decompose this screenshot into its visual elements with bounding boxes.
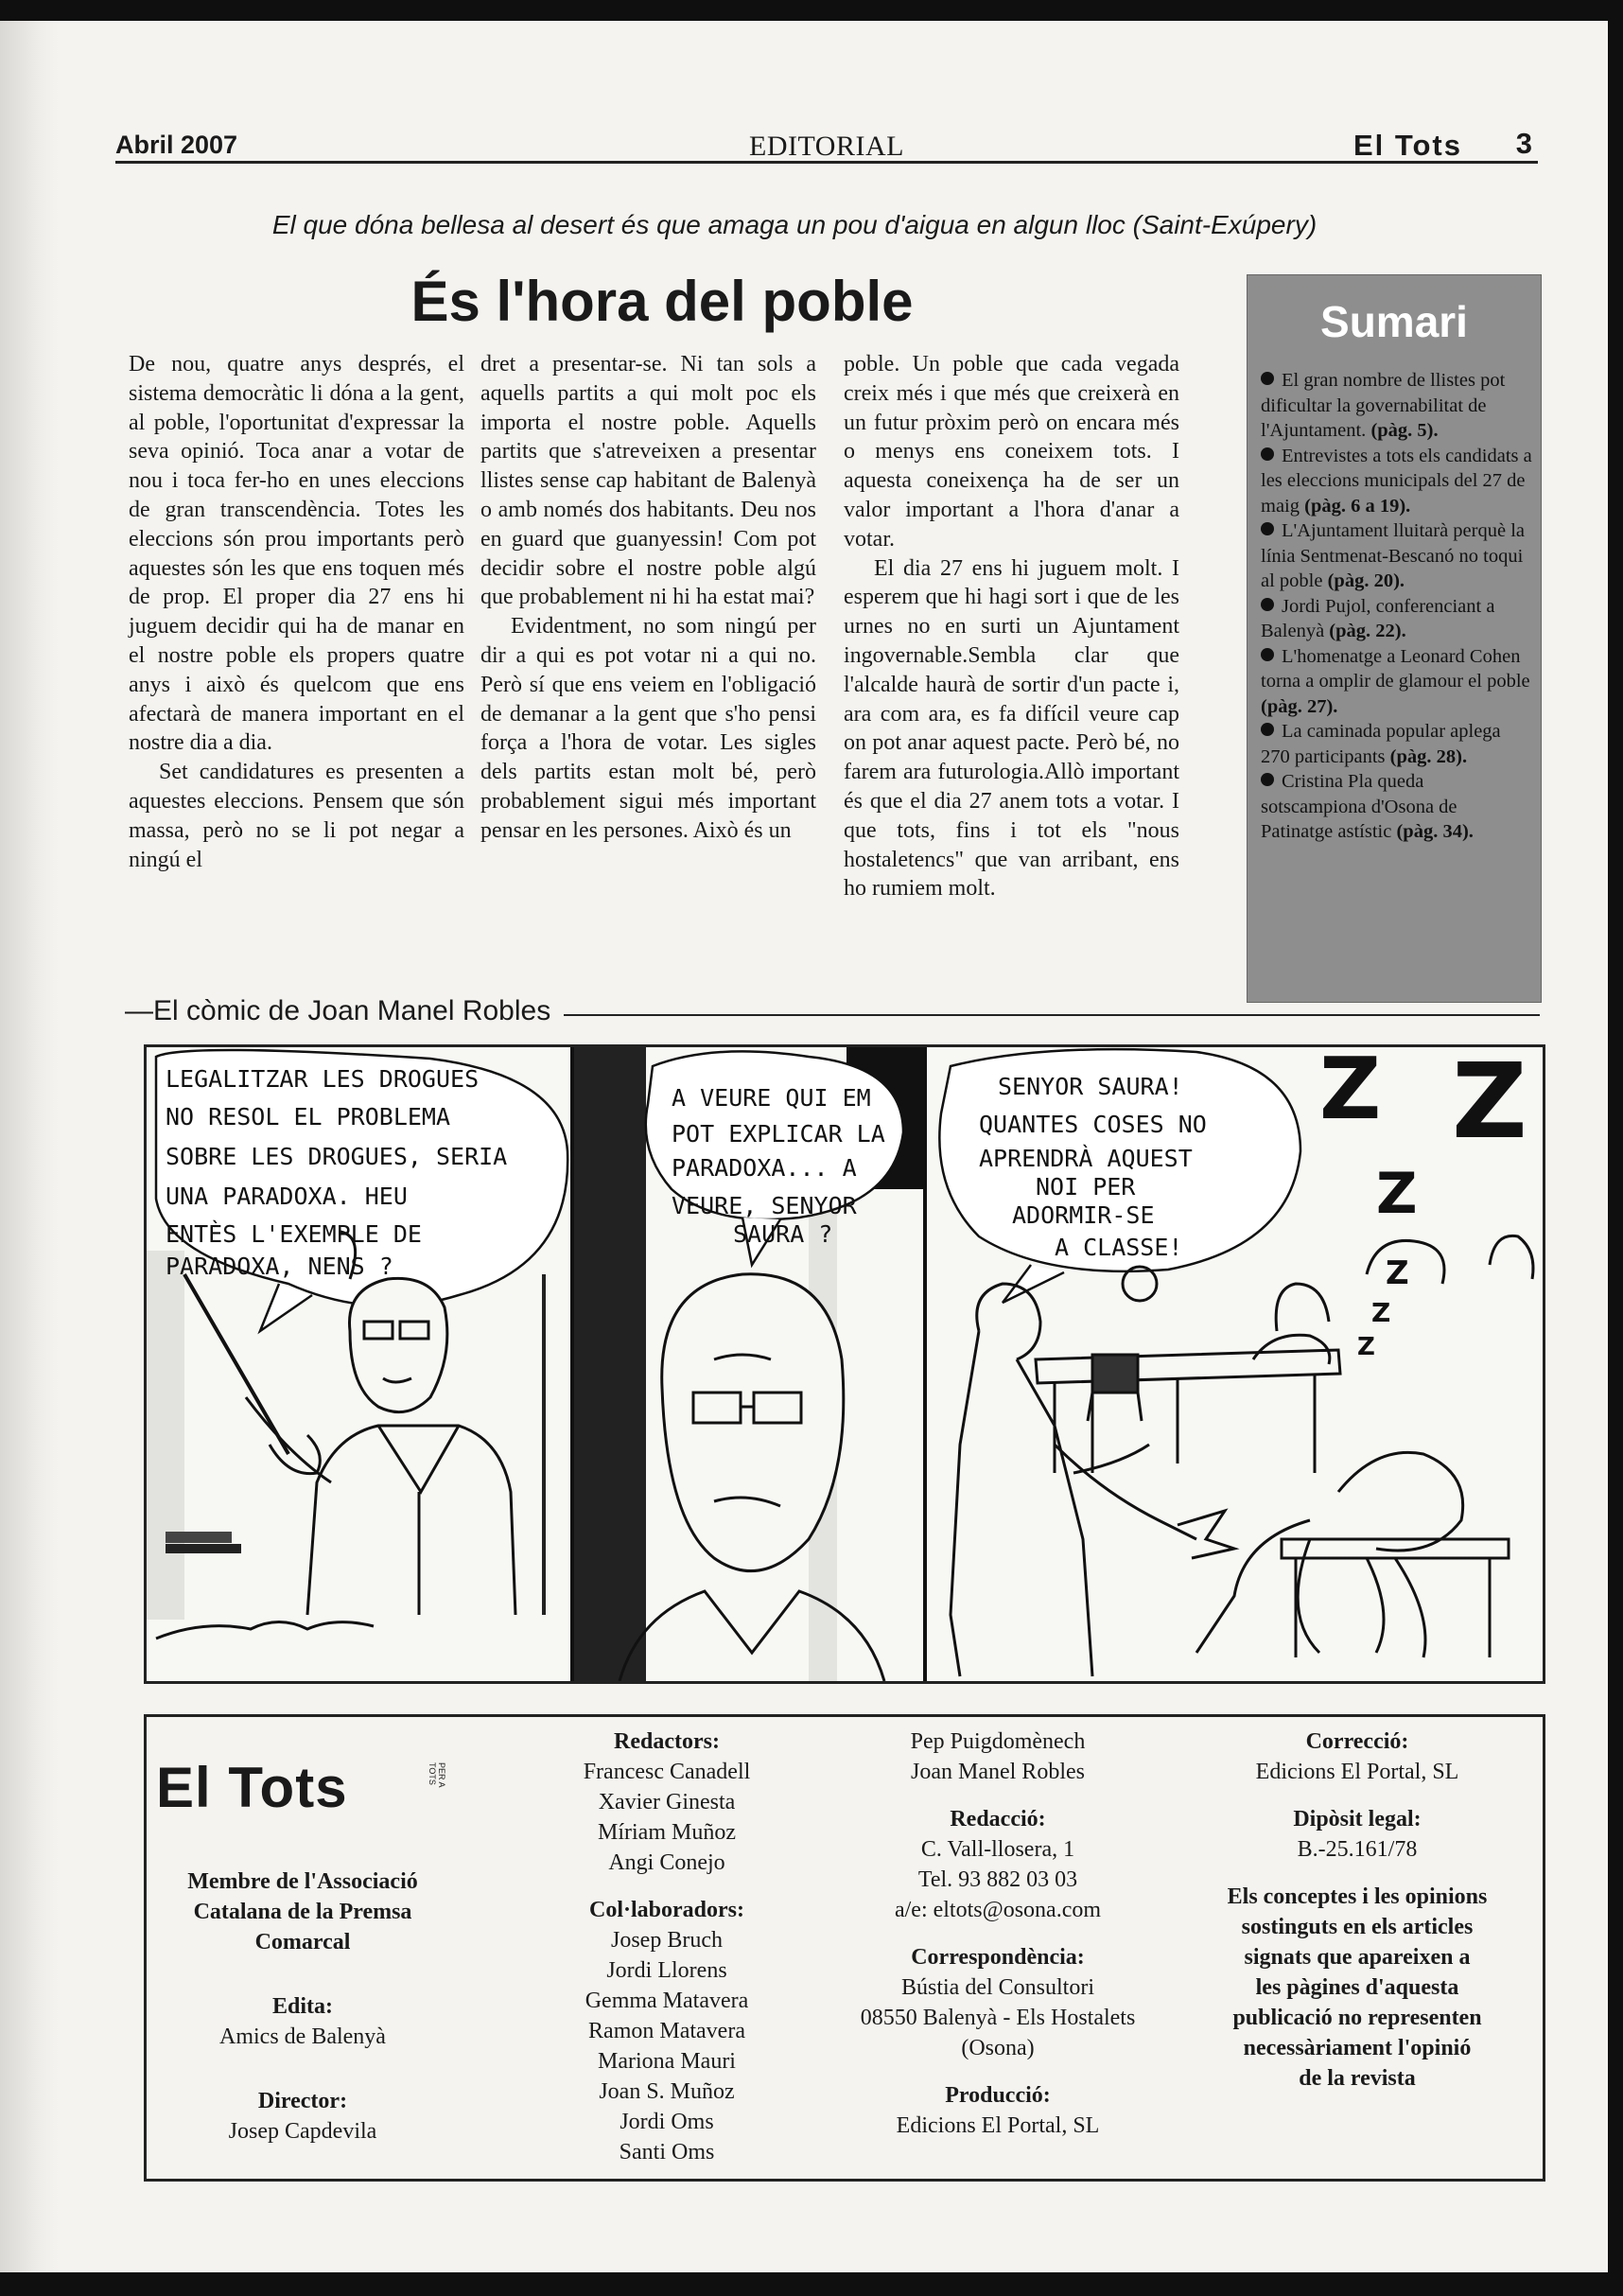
collaborators-label: Col·laboradors: <box>588 1898 744 1922</box>
redactor: Francesc Canadell <box>583 1760 751 1784</box>
page-ref: (pàg. 5). <box>1370 420 1439 441</box>
correspondence-line: (Osona) <box>961 2036 1035 2060</box>
redactor: Míriam Muñoz <box>598 1820 736 1845</box>
comic-panel-2 <box>574 1047 924 1681</box>
paragraph: dret a presentar-se. Ni tan sols a aquells partits a qui molt poc els importa el nostre poble. Aquells partits que s'atreveixen a presentar llistes sense cap habitant de Balenyà o amb només dos habitants. Deu nos en guard que guanyessin! Com pot decidir sobre el nostre poble algú que probablement ni hi ha estat mai? <box>480 352 816 610</box>
collaborator: Pep Puigdomènech <box>910 1729 1086 1754</box>
paragraph: Evidentment, no som ningú per dir a qui es pot votar ni a qui no. Però sí que ens veiem en l'obligació de demanar a la gent que s'ho pensi força a l'hora de votar. Les sigles dels partits estan molt bé, però probablement sigui més important pensar en les persones. Això és un <box>480 614 816 843</box>
sumari-box <box>1247 274 1542 1003</box>
article-column-2 <box>480 350 816 846</box>
page-fold-shadow <box>0 21 59 2272</box>
paragraph: Set candidatures es presenten a aquestes eleccions. Pensem que són massa, però no se li pot negar a ningú el <box>129 760 464 872</box>
collaborator: Josep Bruch <box>611 1928 723 1953</box>
edita-label: Edita: <box>271 1994 333 2019</box>
collaborator: Jordi Llorens <box>606 1958 727 1983</box>
comic-panel-3 <box>939 1047 1533 1676</box>
masthead-logo: El Tots <box>156 1756 348 1819</box>
disclaimer-line: sostinguts en els articles <box>1241 1915 1474 1939</box>
paragraph: poble. Un poble que cada vegada creix més i que més que creixerà en un futur pròxim però on encara més o menys ens coneixem tots. I aquesta coneixença ha de ser un valor important a l'hora d'anar a votar. <box>844 352 1179 552</box>
section-title: EDITORIAL <box>749 131 904 162</box>
article-column-1 <box>129 350 464 874</box>
disclaimer-line: signats que apareixen a <box>1244 1945 1471 1970</box>
speech-line: A CLASSE! <box>1055 1234 1183 1261</box>
page-number: 3 <box>1515 127 1532 160</box>
collaborator: Mariona Mauri <box>598 2049 736 2074</box>
correspondence-line: Bústia del Consultori <box>901 1975 1094 2000</box>
speech-line: POT EXPLICAR LA <box>672 1120 885 1148</box>
membership-line: Catalana de la Premsa <box>193 1900 412 1924</box>
sleep-mark: Z <box>1386 1254 1409 1292</box>
magazine-page <box>0 21 1608 2272</box>
sleep-mark: Z <box>1452 1047 1527 1162</box>
speech-line: APRENDRÀ AQUEST <box>979 1145 1193 1172</box>
page-header <box>115 104 1538 164</box>
article-title: És l'hora del poble <box>410 270 914 333</box>
issue-date: Abril 2007 <box>115 131 238 159</box>
collaborator: Ramon Matavera <box>588 2019 745 2043</box>
publication-name: El Tots <box>1352 129 1462 162</box>
speech-line: NOI PER <box>1036 1173 1136 1201</box>
speech-line: SOBRE LES DROGUES, SERIA <box>166 1143 508 1170</box>
page-ref: (pàg. 22). <box>1329 621 1406 641</box>
director-label: Director: <box>257 2089 348 2113</box>
epigraph-quote: El que dóna bellesa al desert és que amaga un pou d'aigua en algun lloc (Saint-Exúpery) <box>271 210 1318 239</box>
production-value: Edicions El Portal, SL <box>896 2113 1100 2138</box>
page-ref: (pàg. 6 a 19). <box>1304 495 1411 517</box>
speech-line: UNA PARADOXA. HEU <box>166 1183 408 1210</box>
speech-line: PARADOXA, NENS ? <box>166 1253 393 1280</box>
bullet-icon <box>1261 372 1274 385</box>
correction-label: Correcció: <box>1305 1729 1409 1754</box>
sumari-item[interactable]: L'homenatge a Leonard Cohen torna a omplir de glamour el poble (pàg. 27). <box>1261 645 1530 717</box>
redactor: Xavier Ginesta <box>598 1790 736 1814</box>
speech-line: PARADOXA... A <box>672 1154 857 1182</box>
page-ref: (pàg. 34). <box>1396 821 1474 842</box>
sumari-item[interactable]: Jordi Pujol, conferenciant a Balenyà (pàg. 22). <box>1261 595 1495 641</box>
production-label: Producció: <box>945 2083 1051 2108</box>
disclaimer-line: necessàriament l'opinió <box>1243 2036 1472 2060</box>
phone-line: Tel. 93 882 03 03 <box>917 1867 1078 1892</box>
sleep-mark: Z <box>1319 1047 1382 1139</box>
membership-line: Membre de l'Associació <box>187 1869 418 1894</box>
director-value: Josep Capdevila <box>228 2119 377 2144</box>
bullet-icon <box>1261 447 1274 461</box>
legal-deposit-label: Dipòsit legal: <box>1293 1807 1422 1832</box>
legal-deposit-value: B.-25.161/78 <box>1297 1837 1418 1862</box>
disclaimer-line: publicació no representen <box>1232 2006 1482 2030</box>
sumari-item[interactable]: L'Ajuntament lluitarà perquè la línia Sentmenat-Bescanó no toqui al poble (pàg. 20). <box>1261 520 1526 591</box>
sumari-item[interactable]: Cristina Pla queda sotscampiona d'Osona de Patinatge astístic (pàg. 34). <box>1261 771 1474 842</box>
bullet-icon <box>1261 522 1274 535</box>
speech-line: ADORMIR-SE <box>1012 1201 1155 1229</box>
collaborator: Santi Oms <box>619 2140 715 2165</box>
bullet-icon <box>1261 598 1274 611</box>
speech-line: A VEURE QUI EM <box>672 1084 871 1112</box>
redactors-label: Redactors: <box>614 1729 720 1754</box>
speech-line: SAURA ? <box>733 1220 833 1248</box>
article-column-3 <box>844 350 1179 903</box>
speech-line: ENTÈS L'EXEMPLE DE <box>166 1220 422 1248</box>
sumari-item[interactable]: Entrevistes a tots els candidats a les eleccions municipals del 27 de maig (pàg. 6 a 19). <box>1261 445 1532 517</box>
disclaimer-line: de la revista <box>1299 2066 1416 2091</box>
classroom-scene <box>1036 1236 1533 1657</box>
credits-column-2 <box>534 1726 799 2167</box>
sleep-mark: Z <box>1357 1333 1375 1361</box>
speech-line: LEGALITZAR LES DROGUES <box>166 1065 480 1093</box>
email-line: a/e: eltots@osona.com <box>894 1898 1102 1922</box>
speech-line: SENYOR SAURA! <box>998 1073 1183 1100</box>
comic-strip <box>144 1044 1545 1684</box>
correspondence-label: Correspondència: <box>911 1945 1085 1970</box>
collaborator: Jordi Oms <box>620 2110 714 2134</box>
sumari-item[interactable]: El gran nombre de llistes pot dificultar la governabilitat de l'Ajuntament. (pàg. 5). <box>1261 370 1506 441</box>
credits-column-4 <box>1187 1726 1527 2094</box>
comic-heading: —El còmic de Joan Manel Robles <box>125 995 564 1027</box>
sumari-item[interactable]: La caminada popular aplega 270 participants (pàg. 28). <box>1261 721 1501 767</box>
page-ref: (pàg. 20). <box>1327 570 1405 591</box>
address-line: C. Vall-llosera, 1 <box>920 1837 1075 1862</box>
disclaimer-line: les pàgines d'aquesta <box>1255 1975 1459 2000</box>
masthead-tagline: PER A TOTS <box>428 1762 446 1788</box>
page-ref: (pàg. 27). <box>1261 695 1338 717</box>
sumari-title: Sumari <box>1320 297 1468 346</box>
paragraph: El dia 27 ens hi juguem molt. I esperem que hi hagi sort i que de les urnes no en surti un Ajuntament ingovernable.Sembla clar que l'alcalde haurà de sortir d'un pacte i, ara com ara, es fa difícil veure cap on pot anar aquest pacte. Però bé, no farem ara futurologia.Allò important és que el dia 27 anem tots a votar. I que tots, fins i tot els "nous hostaletencs" que van arribant, ens ho rumiem molt. <box>844 555 1179 902</box>
speech-line: VEURE, SENYOR <box>672 1192 857 1219</box>
collaborator: Joan Manel Robles <box>911 1760 1085 1784</box>
page-ref: (pàg. 28). <box>1389 745 1468 767</box>
collaborator: Joan S. Muñoz <box>599 2079 735 2104</box>
comic-panel-1 <box>147 1050 567 1639</box>
paragraph: De nou, quatre anys després, el sistema democràtic li dóna a la gent, al poble, l'oportunitat d'expressar la seva opinió. Toca anar a votar de nou i toca fer-ho en unes eleccions de gran transcendència. Totes les eleccions són prou importants però aquestes són les que ens toquen més de prop. El proper dia 27 ens hi juguem decidir qui ha de manar en el nostre poble els propers quatre anys i això és quelcom que ens afectarà de manera important en el nostre dia a dia. <box>129 352 464 756</box>
edita-value: Amics de Balenyà <box>219 2024 386 2049</box>
sleep-mark: Z <box>1376 1161 1418 1227</box>
collaborator: Gemma Matavera <box>585 1989 749 2013</box>
speech-line: QUANTES COSES NO <box>979 1111 1207 1138</box>
credits-column-1 <box>166 1867 440 2147</box>
comic-drawing <box>147 1047 1543 1681</box>
sleep-mark: Z <box>1371 1297 1391 1328</box>
bullet-icon <box>1261 723 1274 736</box>
bullet-icon <box>1261 648 1274 661</box>
correction-value: Edicions El Portal, SL <box>1255 1760 1459 1784</box>
membership-line: Comarcal <box>254 1930 351 1954</box>
speech-line: NO RESOL EL PROBLEMA <box>166 1103 451 1130</box>
credits-box <box>144 1714 1545 2182</box>
sumari-list <box>1261 368 1533 845</box>
disclaimer-line: Els conceptes i les opinions <box>1227 1884 1488 1909</box>
credits-column-3 <box>828 1726 1168 2141</box>
teacher-closeup <box>620 1274 884 1681</box>
bullet-icon <box>1261 773 1274 786</box>
redaccio-label: Redacció: <box>950 1807 1046 1832</box>
correspondence-line: 08550 Balenyà - Els Hostalets <box>860 2006 1136 2030</box>
redactor: Angi Conejo <box>608 1850 725 1875</box>
